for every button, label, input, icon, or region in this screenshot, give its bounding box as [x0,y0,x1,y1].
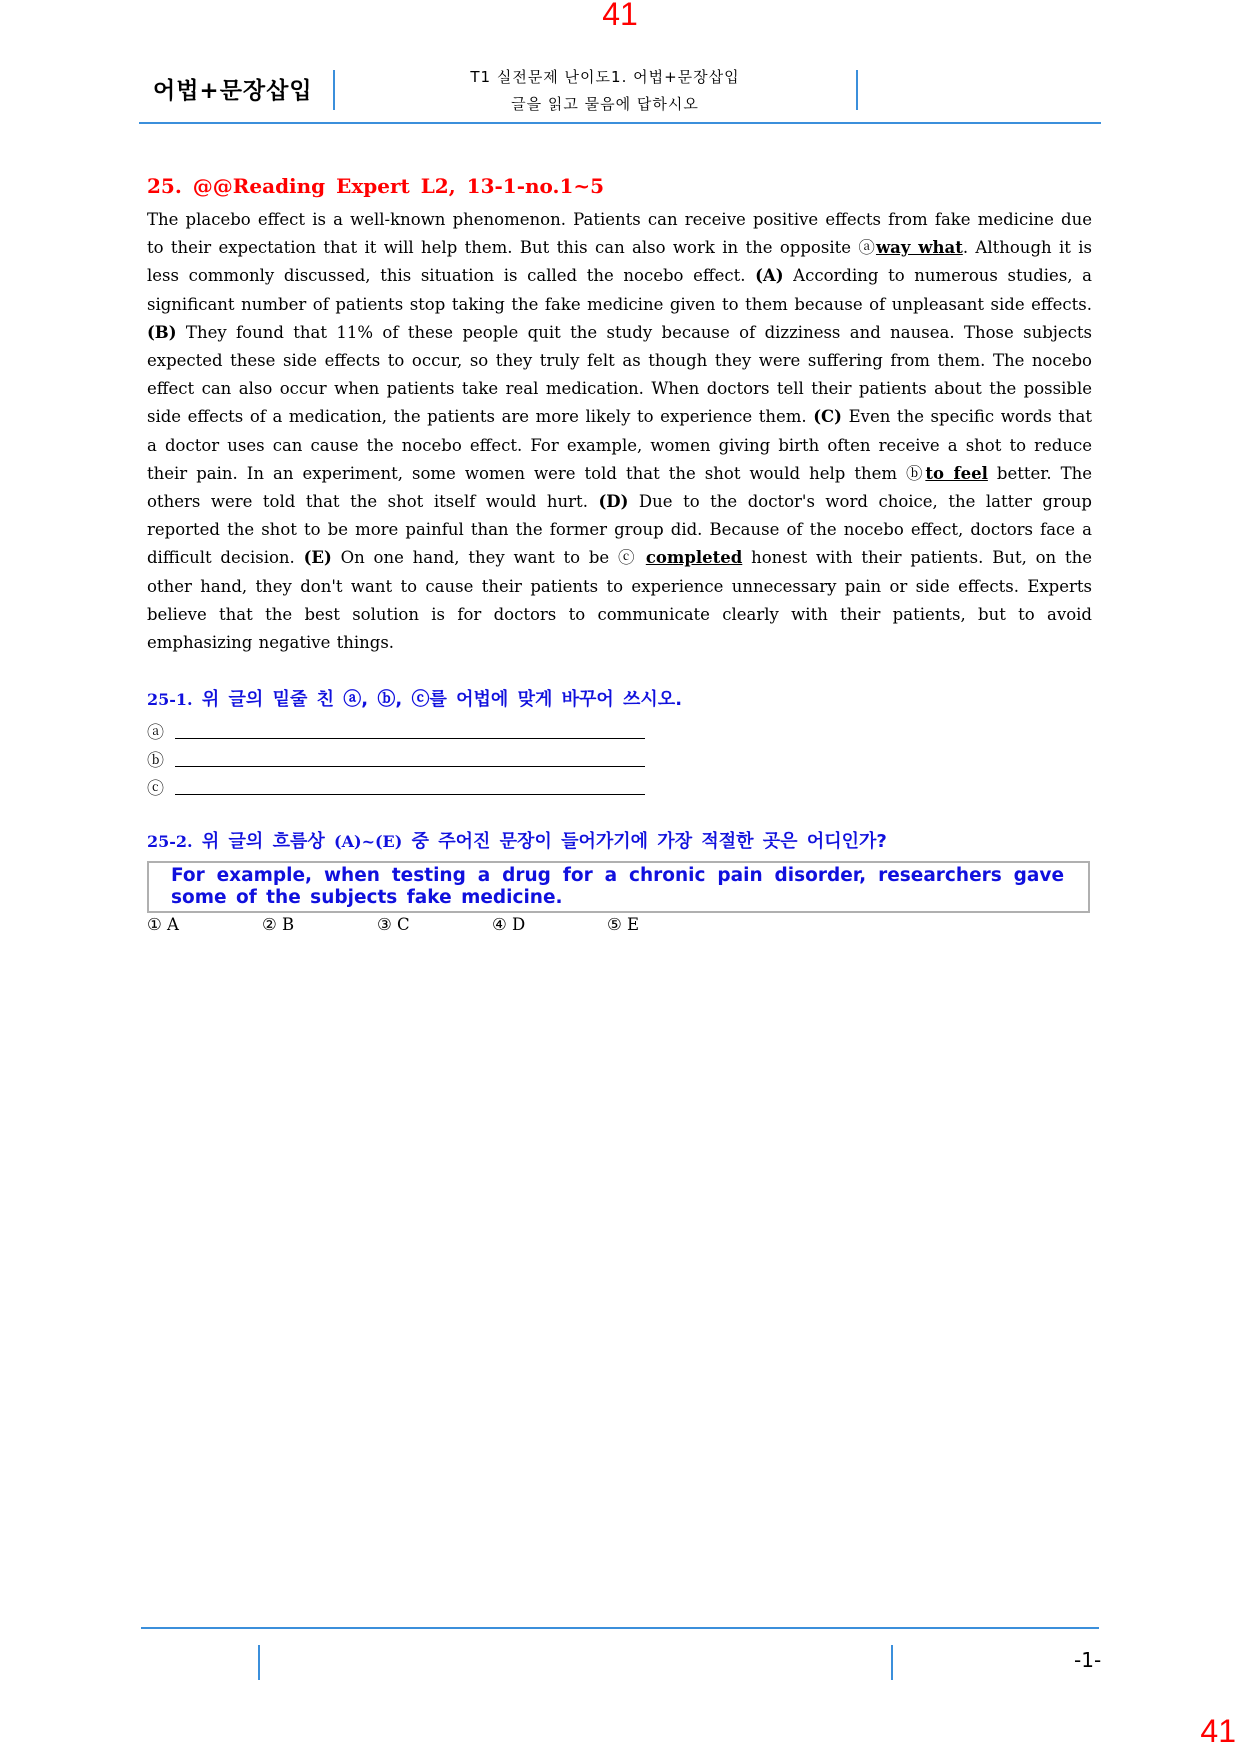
marker-b: ⓑ [906,463,926,483]
answer-choices [147,915,1092,934]
header-divider-right [856,70,858,110]
subquestion-2-prompt: 25-2. 위 글의 흐름상 (A)~(E) 중 주어진 문장이 들어가기에 가장 적절한 곳은 어디인가? [147,831,887,853]
subquestion-1-prompt: 25-1. 위 글의 밑줄 친 ⓐ, ⓑ, ⓒ를 어법에 맞게 바꾸어 쓰시오. [147,689,683,711]
header-subtitle-1: T1 실전문제 난이도1. 어법+문장삽입 [470,68,740,86]
underline-b: to feel [925,463,988,483]
underline-a: way what [875,238,963,258]
footer-divider-right [891,1645,893,1680]
choice-1[interactable]: ① A [147,915,179,935]
page-number-bottom: 41 [1200,1713,1236,1749]
position-B: (B) [147,322,177,342]
page-number-top: 41 [602,0,638,32]
underline-c: completed [645,548,743,568]
header-rule [139,122,1101,124]
question-title: 25. @@Reading Expert L2, 13-1-no.1~5 [147,174,605,198]
choice-3[interactable]: ③ C [377,915,410,935]
question-content [147,170,1092,934]
footer-rule [141,1627,1099,1629]
position-A: (A) [755,266,784,286]
footer-page-label: -1- [1074,1648,1102,1672]
choice-2[interactable]: ② B [262,915,295,935]
reading-passage: The placebo effect is a well-known phenomenon. Patients can receive positive effects from fake medicine due to their expectation that it will help them. But this can also work in the opposite ⓐway what. Although it is less commonly discussed, this situation is called the nocebo effect. (A) According to numerous studies, a significant number of patients stop taking the fake medicine given to them because of unpleasant side effects. (B) They found that 11% of these people quit the study because of dizziness and nausea. Those subjects expected these side effects to occur, so they truly felt as though they were suffering from them. The nocebo effect can also occur when patients take real medication. When doctors tell their patients about the possible side effects of a medication, the patients are more likely to experience them. (C) Even the specific words that a doctor uses can cause the nocebo effect. For example, women giving birth often receive a shot to reduce their pain. In an experiment, some women were told that the shot would help them ⓑto feel better. The others were told that the shot itself would hurt. (D) Due to the doctor's word choice, the latter group reported the shot to be more painful than the former group did. Because of the nocebo effect, doctors face a difficult decision. (E) On one hand, they want to be ⓒ completed honest with their patients. But, on the other hand, they don't want to cause their patients to experience unnecessary pain or side effects. Experts believe that the best solution is for doctors to communicate clearly with their patients, but to avoid emphasizing negative things. [147,210,1093,653]
given-sentence-box: For example, when testing a drug for a chronic pain disorder, researchers gave some of the subjects fake medicine. [147,861,1090,913]
marker-c: ⓒ [617,548,638,568]
header-subtitle-2: 글을 읽고 물음에 답하시오 [511,95,699,113]
page-header [139,64,1101,124]
position-C: (C) [813,407,842,427]
answer-line-b[interactable]: ⓑ [147,743,1092,771]
footer-divider-left [258,1645,260,1680]
answer-line-a[interactable]: ⓐ [147,715,1092,743]
choice-5[interactable]: ⑤ E [607,915,640,935]
position-E: (E) [303,548,332,568]
choice-4[interactable]: ④ D [492,915,526,935]
marker-a: ⓐ [858,238,876,258]
position-D: (D) [598,492,629,512]
answer-line-c[interactable]: ⓒ [147,771,1092,799]
header-title: 어법+문장삽입 [153,78,313,104]
